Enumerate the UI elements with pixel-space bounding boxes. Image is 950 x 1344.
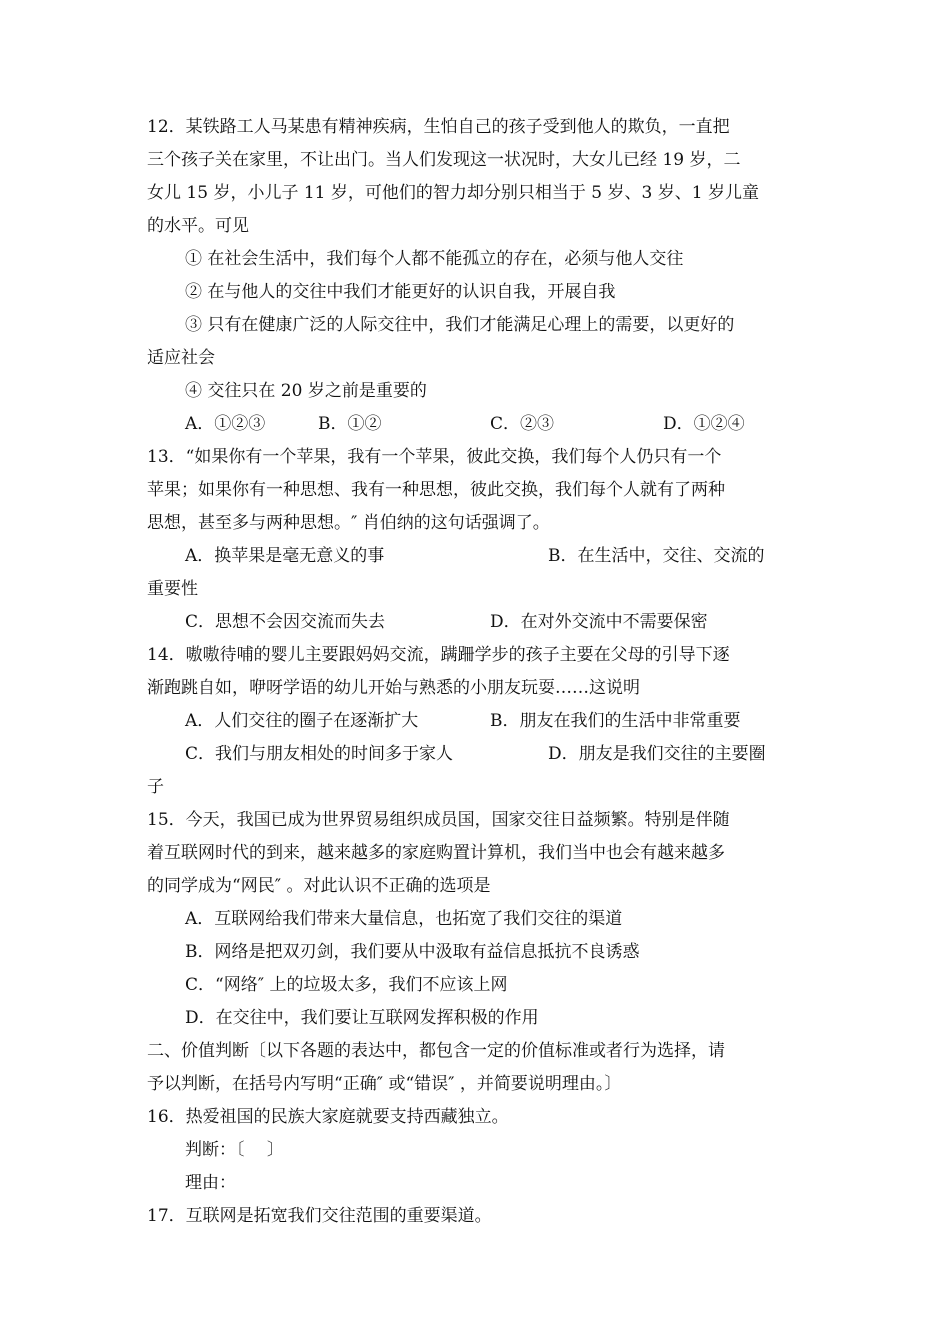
q14-option-b: B．朋友在我们的生活中非常重要	[490, 711, 741, 731]
q13-option-b: B．在生活中，交往、交流的	[548, 546, 765, 566]
q16-statement: 16．热爱祖国的民族大家庭就要支持西藏独立。	[147, 1107, 509, 1127]
q13-line-2: 苹果；如果你有一种思想、我有一种思想，彼此交换，我们每个人就有了两种	[147, 480, 725, 500]
q12-option-d: D．①②④	[663, 414, 745, 434]
q15-line-2: 着互联网时代的到来，越来越多的家庭购置计算机，我们当中也会有越来越多	[147, 843, 725, 863]
q12-line-4: 的水平。可见	[147, 216, 249, 236]
q14-option-d: D．朋友是我们交往的主要圈	[548, 744, 766, 764]
q15-option-d: D．在交往中，我们要让互联网发挥积极的作用	[185, 1008, 539, 1028]
q13-line-3: 思想，甚至多与两种思想。″ 肖伯纳的这句话强调了。	[147, 513, 550, 533]
q15-line-1: 15．今天，我国已成为世界贸易组织成员国，国家交往日益频繁。特别是伴随	[147, 810, 730, 830]
q13-option-b-cont: 重要性	[147, 579, 198, 599]
q15-option-b: B．网络是把双刃剑，我们要从中汲取有益信息抵抗不良诱惑	[185, 942, 640, 962]
q15-option-a: A．互联网给我们带来大量信息，也拓宽了我们交往的渠道	[185, 909, 623, 929]
q12-statement-2: ② 在与他人的交往中我们才能更好的认识自我，开展自我	[185, 282, 616, 302]
q12-statement-3a: ③ 只有在健康广泛的人际交往中，我们才能满足心理上的需要，以更好的	[185, 315, 735, 335]
q14-line-1: 14．嗷嗷待哺的婴儿主要跟妈妈交流，蹒跚学步的孩子主要在父母的引导下逐	[147, 645, 730, 665]
q14-option-a: A．人们交往的圈子在逐渐扩大	[185, 711, 419, 731]
q16-reason-field[interactable]: 理由：	[185, 1173, 236, 1193]
q13-line-1: 13．“如果你有一个苹果，我有一个苹果，彼此交换，我们每个人仍只有一个	[147, 447, 722, 467]
section-2-heading-line-1: 二、价值判断〔以下各题的表达中，都包含一定的价值标准或者行为选择，请	[147, 1041, 725, 1061]
q15-option-c: C．“网络″ 上的垃圾太多，我们不应该上网	[185, 975, 508, 995]
q12-line-3: 女儿 15 岁，小儿子 11 岁，可他们的智力却分别只相当于 5 岁、3 岁、1 岁儿童	[147, 183, 759, 203]
q16-judgment-field[interactable]: 判断：〔 〕	[185, 1140, 284, 1160]
q13-option-d: D．在对外交流中不需要保密	[490, 612, 708, 632]
q13-option-c: C．思想不会因交流而失去	[185, 612, 386, 632]
q12-option-a: A．①②③	[185, 414, 266, 434]
q12-statement-4: ④ 交往只在 20 岁之前是重要的	[185, 381, 427, 401]
q12-line-2: 三个孩子关在家里，不让出门。当人们发现这一状况时，大女儿已经 19 岁，二	[147, 150, 741, 170]
q17-statement: 17．互联网是拓宽我们交往范围的重要渠道。	[147, 1206, 492, 1226]
q14-option-c: C．我们与朋友相处的时间多于家人	[185, 744, 454, 764]
q12-statement-3b: 适应社会	[147, 348, 215, 368]
q13-option-a: A．换苹果是毫无意义的事	[185, 546, 385, 566]
q12-line-1: 12．某铁路工人马某患有精神疾病，生怕自己的孩子受到他人的欺负，一直把	[147, 117, 730, 137]
section-2-heading-line-2: 予以判断，在括号内写明“正确″ 或“错误″ ，并简要说明理由。〕	[147, 1074, 622, 1094]
q14-line-2: 渐跑跳自如，咿呀学语的幼儿开始与熟悉的小朋友玩耍……这说明	[147, 678, 640, 698]
q12-option-b: B．①②	[318, 414, 382, 434]
q12-statement-1: ① 在社会生活中，我们每个人都不能孤立的存在，必须与他人交往	[185, 249, 684, 269]
q14-option-d-cont: 子	[147, 777, 164, 797]
q12-option-c: C．②③	[490, 414, 555, 434]
q15-line-3: 的同学成为“网民″ 。对此认识不正确的选项是	[147, 876, 491, 896]
